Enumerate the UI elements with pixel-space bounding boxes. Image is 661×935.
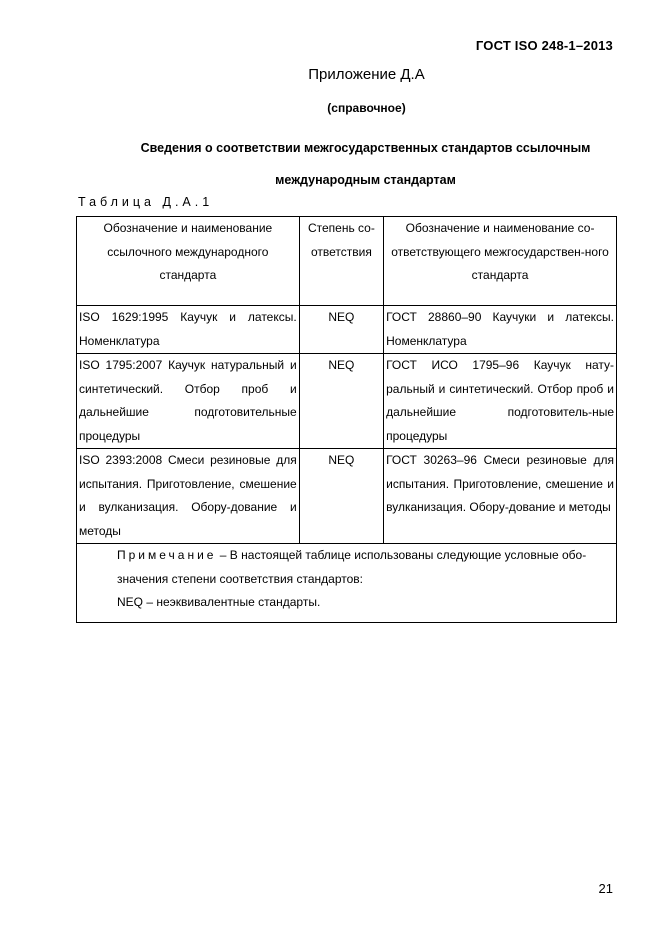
appendix-kind: (справочное) <box>327 101 406 115</box>
table-row <box>77 354 617 449</box>
table-header-row <box>77 217 617 306</box>
table-caption: Таблица Д.А.1 <box>78 195 214 209</box>
appendix-heading-line1: Сведения о соответствии межгосударственных стандартов ссылочным <box>140 141 591 155</box>
table-note <box>77 544 617 623</box>
header-degree: Степень со-ответствия <box>299 217 383 306</box>
cell-interstate: ГОСТ 28860–90 Каучуки и латексы. Номенклатура <box>384 306 617 354</box>
table-row <box>77 449 617 544</box>
appendix-title: Приложение Д.А <box>308 66 425 83</box>
cell-degree: NEQ <box>299 449 383 544</box>
page-number: 21 <box>598 881 613 896</box>
note-body: – В настоящей таблице использованы следующие условные обо-значения степени соответствия стандартов: <box>117 548 587 586</box>
cell-interstate: ГОСТ 30263–96 Смеси резиновые для испытания. Приготовление, смешение и вулканизация. Обору-дование и методы <box>384 449 617 544</box>
cell-international: ISO 1795:2007 Каучук натуральный и синтетический. Отбор проб и дальнейшие подготовительные процедуры <box>77 354 300 449</box>
note-label: Примечание <box>117 548 217 562</box>
note-legend: NEQ – неэквивалентные стандарты. <box>117 595 321 609</box>
table-note-row <box>77 544 617 623</box>
appendix-heading <box>75 132 656 196</box>
cell-degree: NEQ <box>299 306 383 354</box>
cell-international: ISO 1629:1995 Каучук и латексы. Номенклатура <box>77 306 300 354</box>
header-interstate-standard: Обозначение и наименование со-ответствующего межгосударствен-ного стандарта <box>384 217 617 306</box>
standard-code: ГОСТ ISO 248-1–2013 <box>475 38 613 53</box>
correspondence-table <box>76 216 617 623</box>
header-international-standard: Обозначение и наименование ссылочного международного стандарта <box>77 217 300 306</box>
appendix-heading-line2: международным стандартам <box>275 173 456 187</box>
cell-international: ISO 2393:2008 Смеси резиновые для испытания. Приготовление, смешение и вулканизация. Обору-дование и методы <box>77 449 300 544</box>
note-text <box>79 544 614 591</box>
table-row <box>77 306 617 354</box>
cell-degree: NEQ <box>299 354 383 449</box>
cell-interstate: ГОСТ ИСО 1795–96 Каучук нату-ральный и синтетический. Отбор проб и дальнейшие подготовитель-ные процедуры <box>384 354 617 449</box>
